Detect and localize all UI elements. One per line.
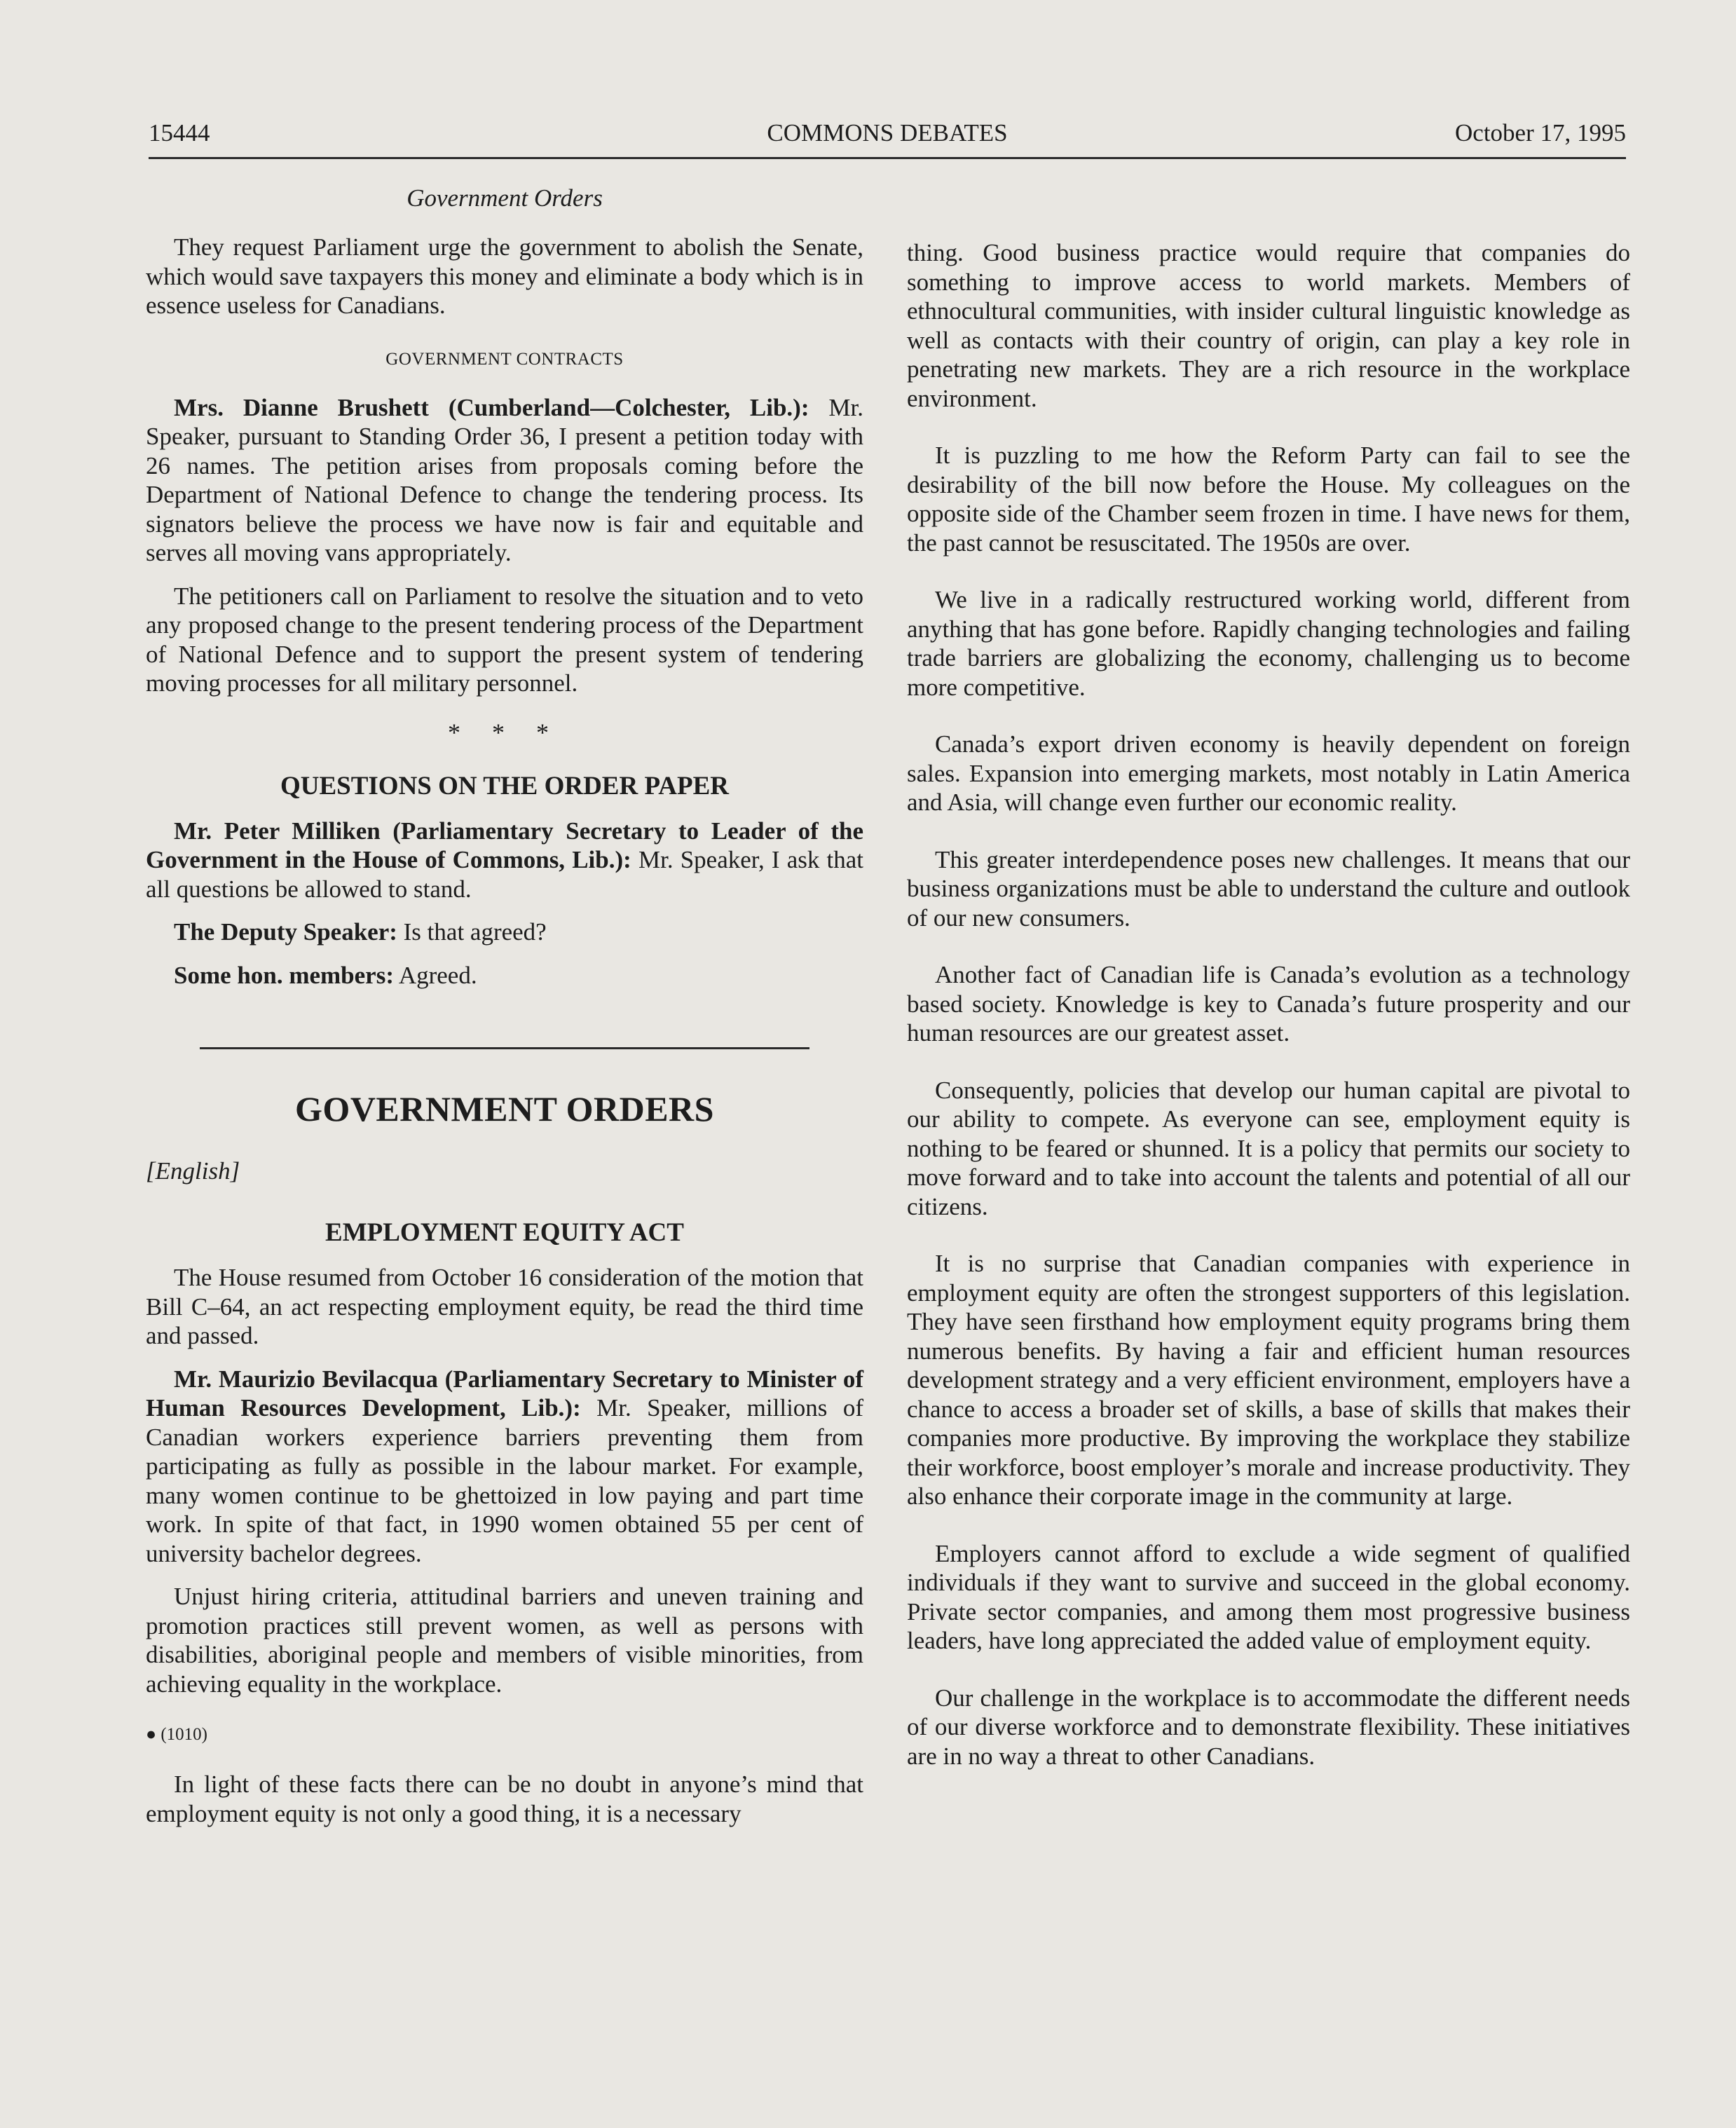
- paragraph: In light of these facts there can be no doubt in anyone’s mind that employment equity is not only a good thing, it is a necessary: [146, 1771, 863, 1827]
- speech-text: Mr. Speaker, I ask that all questions be allowed to stand.: [146, 846, 864, 903]
- speaker-name: The Deputy Speaker:: [174, 918, 397, 946]
- speech-brushett: [146, 393, 863, 568]
- heading-government-orders: GOVERNMENT ORDERS: [295, 1089, 714, 1128]
- paragraph: They request Parliament urge the government to abolish the Senate, which would save taxpayers this money and eliminate a body which is in essence useless for Canadians.: [146, 233, 863, 319]
- paragraph: The petitioners call on Parliament to resolve the situation and to veto any proposed change to the present tendering process of the Department of National Defence and to support the present system of tendering moving processes for all military personnel.: [146, 582, 863, 697]
- time-marker: ● (1010): [146, 1725, 208, 1744]
- paragraph: Our challenge in the workplace is to accommodate the different needs of our diverse workforce and to demonstrate flexibility. These initiatives are in no way a threat to other Canadians.: [907, 1684, 1630, 1770]
- speech-milliken: [146, 817, 863, 904]
- speech-text: Agreed.: [398, 961, 477, 989]
- speech-members: [146, 961, 863, 990]
- speaker-name: Mr. Maurizio Bevilacqua (Parliamentary Secretary to Minister of Human Resources Development, Lib.):: [146, 1365, 863, 1421]
- publication-title: COMMONS DEBATES: [767, 119, 1008, 146]
- paragraph: This greater interdependence poses new challenges. It means that our business organizations must be able to understand the culture and outlook of our new consumers.: [907, 845, 1630, 932]
- speaker-name: Mr. Peter Milliken (Parliamentary Secretary to Leader of the Government in the House of Commons, Lib.):: [146, 817, 863, 873]
- subheading-government-contracts: GOVERNMENT CONTRACTS: [385, 349, 624, 369]
- paragraph: Unjust hiring criteria, attitudinal barriers and uneven training and promotion practices still prevent women, as well as persons with disabilities, aboriginal people and members of visible minorities, from achieving equality in the workplace.: [146, 1583, 863, 1698]
- publication-date: October 17, 1995: [1455, 119, 1626, 146]
- paragraph: It is no surprise that Canadian companies with experience in employment equity are often the strongest supporters of this legislation. They have seen firsthand how employment equity programs bring them numerous benefits. By having a fair and efficient human resources development strategy and a very efficient environment, employers have a chance to access a broader set of skills, a base of skills that makes their companies more productive. By improving the workplace they stabilize their workforce, boost employer’s morale and increase productivity. They also enhance their corporate image in the community at large.: [907, 1250, 1630, 1510]
- section-title: Government Orders: [406, 184, 603, 212]
- speech-text: Mr. Speaker, pursuant to Standing Order 36, I present a petition today with 26 names. The petition arises from proposals coming before the Department of National Defence to change the tendering process. Its signators believe the process we have now is fair and equitable and serves all moving vans appropriately.: [146, 393, 863, 566]
- paragraph: Canada’s export driven economy is heavily dependent on foreign sales. Expansion into emerging markets, most notably in Latin America and Asia, will change even further our economic reality.: [907, 730, 1630, 816]
- paragraph: It is puzzling to me how the Reform Party can fail to see the desirability of the bill now before the House. My colleagues on the opposite side of the Chamber seem frozen in time. I have news for them, the past cannot be resuscitated. The 1950s are over.: [907, 442, 1630, 557]
- paragraph: Another fact of Canadian life is Canada’s evolution as a technology based society. Knowledge is key to Canada’s future prosperity and our human resources are our greatest asset.: [907, 961, 1630, 1046]
- heading-employment-equity-act: EMPLOYMENT EQUITY ACT: [325, 1218, 684, 1247]
- paragraph: Consequently, policies that develop our human capital are pivotal to our ability to compete. As everyone can see, employment equity is nothing to be feared or shunned. It is a policy that permits our society to move forward and to take into account the talents and potential of all our citizens.: [907, 1076, 1630, 1220]
- paragraph: Employers cannot afford to exclude a wide segment of qualified individuals if they want to survive and succeed in the global economy. Private sector companies, and among them most progressive business leaders, have long appreciated the added value of employment equity.: [907, 1539, 1630, 1654]
- paragraph: thing. Good business practice would require that companies do something to improve access to world markets. Members of ethnocultural communities, with insider cultural linguistic knowledge as well as contacts with their country of origin, can play a key role in penetrating new markets. They are a rich resource in the workplace environment.: [907, 239, 1630, 412]
- left-column: [146, 184, 863, 1828]
- language-marker: [English]: [146, 1157, 240, 1185]
- paragraph: The House resumed from October 16 consideration of the motion that Bill C–64, an act respecting employment equity, be read the third time and passed.: [146, 1264, 863, 1349]
- section-divider-stars: * * *: [448, 718, 561, 746]
- speech-text: Is that agreed?: [403, 918, 547, 946]
- speaker-name: Some hon. members:: [174, 961, 394, 989]
- speech-deputy-speaker: [146, 918, 863, 947]
- page-number: 15444: [149, 119, 210, 146]
- running-header: [149, 118, 1626, 159]
- horizontal-rule: [200, 1047, 809, 1049]
- speaker-name: Mrs. Dianne Brushett (Cumberland—Colchester, Lib.):: [174, 393, 809, 421]
- paragraph: We live in a radically restructured working world, different from anything that has gone before. Rapidly changing technologies and failing trade barriers are globalizing the economy, challenging us to become more competitive.: [907, 586, 1630, 701]
- right-column: [907, 238, 1630, 1771]
- speech-text: Mr. Speaker, millions of Canadian workers experience barriers preventing them from participating as fully as possible in the labour market. For example, many women continue to be ghettoized in low paying and part time work. In spite of that fact, in 1990 women obtained 55 per cent of university bachelor degrees.: [146, 1394, 863, 1567]
- heading-questions-order-paper: QUESTIONS ON THE ORDER PAPER: [280, 771, 730, 800]
- speech-bevilacqua: [146, 1365, 863, 1569]
